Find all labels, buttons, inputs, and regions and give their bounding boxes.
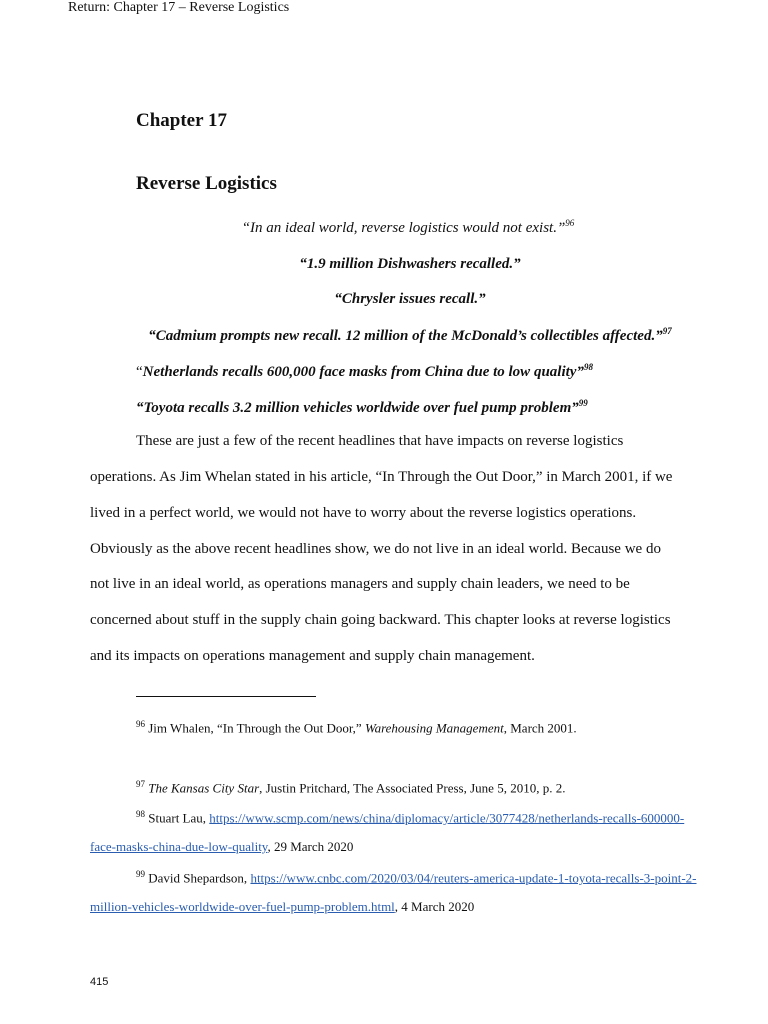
footnote-ref-97[interactable]: 97 xyxy=(662,326,672,336)
footnote-97 xyxy=(136,779,565,796)
footnote-ref-99[interactable]: 99 xyxy=(578,398,588,408)
footnote-separator xyxy=(136,696,316,697)
footnote-99-link-part-1[interactable]: https://www.cnbc.com/2020/03/04/reuters-america-update-1-toyota-recalls-3-point-2- xyxy=(250,870,697,886)
footnote-99-post: , 4 March 2020 xyxy=(394,899,475,914)
footnote-98-post: , 29 March 2020 xyxy=(267,839,354,854)
body-line-1: These are just a few of the recent headlines that have impacts on reverse logistics xyxy=(136,433,624,449)
footnote-98-line-2 xyxy=(90,839,353,855)
body-line-3: lived in a perfect world, we would not have to worry about the reverse logistics operations. xyxy=(90,505,637,521)
footnote-99-pre: David Shepardson, xyxy=(145,870,251,886)
footnote-98-pre: Stuart Lau, xyxy=(145,810,210,826)
footnote-96-pre: Jim Whalen, “In Through the Out Door,” xyxy=(145,720,365,736)
footnote-99-link-part-2[interactable]: million-vehicles-worldwide-over-fuel-pump-problem.html xyxy=(90,899,395,914)
footnote-98-link-part-2[interactable]: face-masks-china-due-low-quality xyxy=(90,839,268,854)
footnote-98-link-part-1[interactable]: https://www.scmp.com/news/china/diplomacy/article/3077428/netherlands-recalls-600000- xyxy=(209,810,685,826)
footnote-97-number: 97 xyxy=(136,779,145,789)
footnote-96-number: 96 xyxy=(136,719,145,729)
page-number: 415 xyxy=(90,976,109,988)
running-head: Return: Chapter 17 – Reverse Logistics xyxy=(68,0,290,15)
footnote-99-line-1 xyxy=(136,869,697,886)
footnote-ref-96[interactable]: 96 xyxy=(565,218,575,228)
chapter-number: Chapter 17 xyxy=(136,110,227,131)
headline-cadmium-text: “Cadmium prompts new recall. 12 million of the McDonald’s collectibles affected.” xyxy=(148,328,663,344)
headline-cadmium xyxy=(100,326,720,345)
footnote-97-post: , Justin Pritchard, The Associated Press, June 5, 2010, p. 2. xyxy=(259,780,566,796)
epigraph-quote xyxy=(118,218,698,237)
body-line-6: concerned about stuff in the supply chain going backward. This chapter looks at reverse logistics xyxy=(90,612,671,628)
body-line-2: operations. As Jim Whelan stated in his article, “In Through the Out Door,” in March 2001, if we xyxy=(90,469,673,485)
footnote-98-number: 98 xyxy=(136,809,145,819)
body-line-7: and its impacts on operations management and supply chain management. xyxy=(90,648,535,664)
footnote-ref-98[interactable]: 98 xyxy=(583,362,593,372)
headline-netherlands-open-quote: “ xyxy=(136,364,143,380)
chapter-title: Reverse Logistics xyxy=(136,173,277,194)
footnote-96 xyxy=(136,719,577,736)
headline-netherlands xyxy=(136,362,593,381)
body-line-4: Obviously as the above recent headlines show, we do not live in an ideal world. Because we do xyxy=(90,541,661,557)
headline-toyota-text: “Toyota recalls 3.2 million vehicles worldwide over fuel pump problem” xyxy=(136,400,579,416)
headline-toyota xyxy=(136,398,588,417)
epigraph-quote-text: “In an ideal world, reverse logistics would not exist.” xyxy=(241,220,566,236)
footnote-97-italic: The Kansas City Star xyxy=(148,780,260,796)
headline-dishwashers: “1.9 million Dishwashers recalled.” xyxy=(299,256,521,272)
footnote-96-post: , March 2001. xyxy=(503,720,577,736)
footnote-99-line-2 xyxy=(90,899,474,915)
body-line-5: not live in an ideal world, as operations managers and supply chain leaders, we need to be xyxy=(90,576,630,592)
headline-chrysler: “Chrysler issues recall.” xyxy=(334,291,486,307)
footnote-99-number: 99 xyxy=(136,869,145,879)
footnote-98-line-1 xyxy=(136,809,684,826)
headline-netherlands-text: Netherlands recalls 600,000 face masks from China due to low quality” xyxy=(142,364,584,380)
footnote-96-italic: Warehousing Management xyxy=(364,720,504,736)
